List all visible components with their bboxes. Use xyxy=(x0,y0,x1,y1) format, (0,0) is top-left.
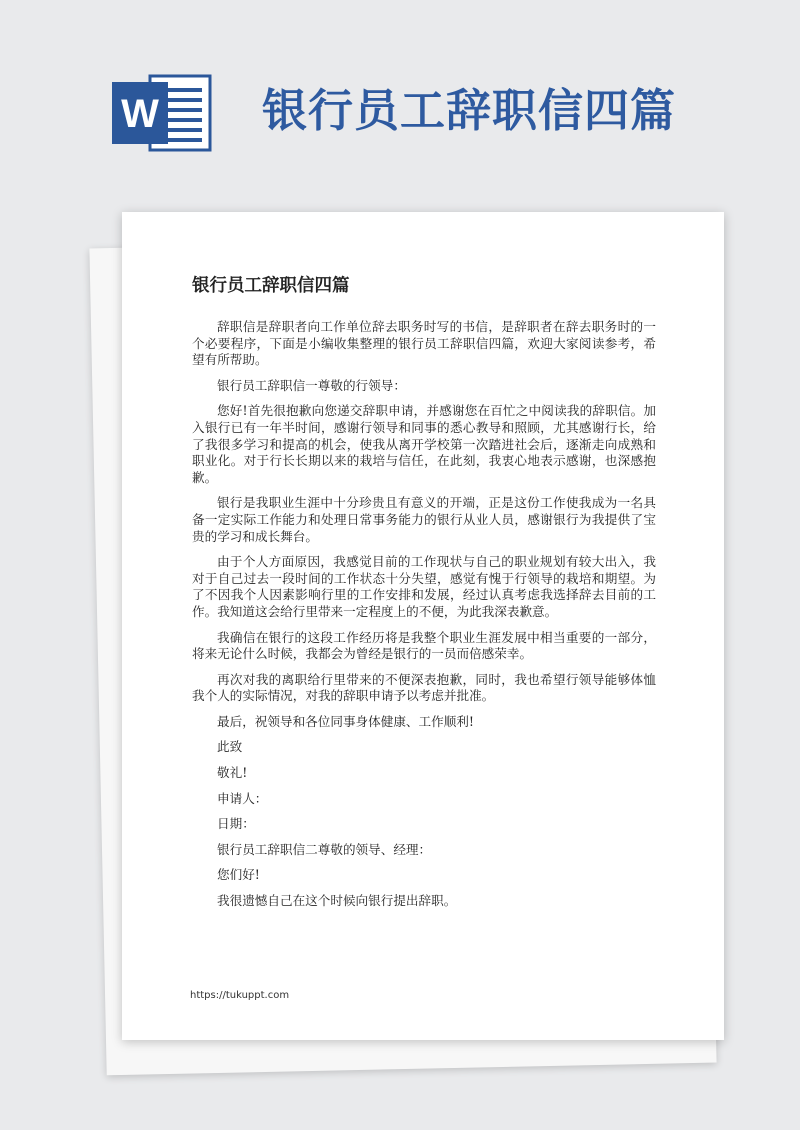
paragraph-3: 由于个人方面原因，我感觉目前的工作现状与自己的职业规划有较大出入，我对于自己过去一段时间的工作状态十分失望，感觉有愧于行领导的栽培和期望。为了不因我个人因素影响行里的工作安排和发展，经过认真考虑我选择辞去目前的工作。我知道这会给行里带来一定程度上的不便，为此我深表歉意。 xyxy=(192,554,656,619)
document-title: 银行员工辞职信四篇 xyxy=(192,276,350,296)
closing-1: 此致 xyxy=(217,739,243,755)
salutation-1: 银行员工辞职信一尊敬的行领导： xyxy=(217,377,406,393)
page-title: 银行员工辞职信四篇 xyxy=(262,84,677,137)
document-page xyxy=(122,212,724,1040)
word-icon xyxy=(112,72,212,154)
paragraph-5: 再次对我的离职给行里带来的不便深表抱歉，同时，我也希望行领导能够体恤我个人的实际情况，对我的辞职申请予以考虑并批准。 xyxy=(192,671,656,704)
closing-2: 敬礼! xyxy=(217,765,248,781)
paragraph-7: 我很遗憾自己在这个时候向银行提出辞职。 xyxy=(217,893,457,909)
paragraph-1: 您好!首先很抱歉向您递交辞职申请，并感谢您在百忙之中阅读我的辞职信。加入银行已有一年半时间，感谢行领导和同事的悉心教导和照顾，尤其感谢行长，给了我很多学习和提高的机会，使我从离开学校第一次踏进社会后，逐渐走向成熟和职业化。对于行长长期以来的栽培与信任，在此刻，我衷心地表示感谢，也深感抱歉。 xyxy=(192,403,656,485)
footer-url: https://tukuppt.com xyxy=(190,990,290,1001)
word-logo-letter: W xyxy=(121,92,159,136)
salutation-2: 银行员工辞职信二尊敬的领导、经理： xyxy=(217,841,432,857)
paragraph-6: 最后，祝领导和各位同事身体健康、工作顺利! xyxy=(217,713,474,729)
greeting-2: 您们好! xyxy=(217,867,260,883)
paragraph-2: 银行是我职业生涯中十分珍贵且有意义的开端，正是这份工作使我成为一名具备一定实际工作能力和处理日常事务能力的银行从业人员，感谢银行为我提供了宝贵的学习和成长舞台。 xyxy=(192,495,656,544)
date-line: 日期： xyxy=(217,816,255,832)
page-header xyxy=(0,0,800,200)
applicant-line: 申请人： xyxy=(217,790,268,806)
paragraph-4: 我确信在银行的这段工作经历将是我整个职业生涯发展中相当重要的一部分，将来无论什么时候，我都会为曾经是银行的一员而倍感荣幸。 xyxy=(192,629,656,662)
intro-paragraph: 辞职信是辞职者向工作单位辞去职务时写的书信，是辞职者在辞去职务时的一个必要程序，下面是小编收集整理的银行员工辞职信四篇，欢迎大家阅读参考，希望有所帮助。 xyxy=(192,319,656,368)
